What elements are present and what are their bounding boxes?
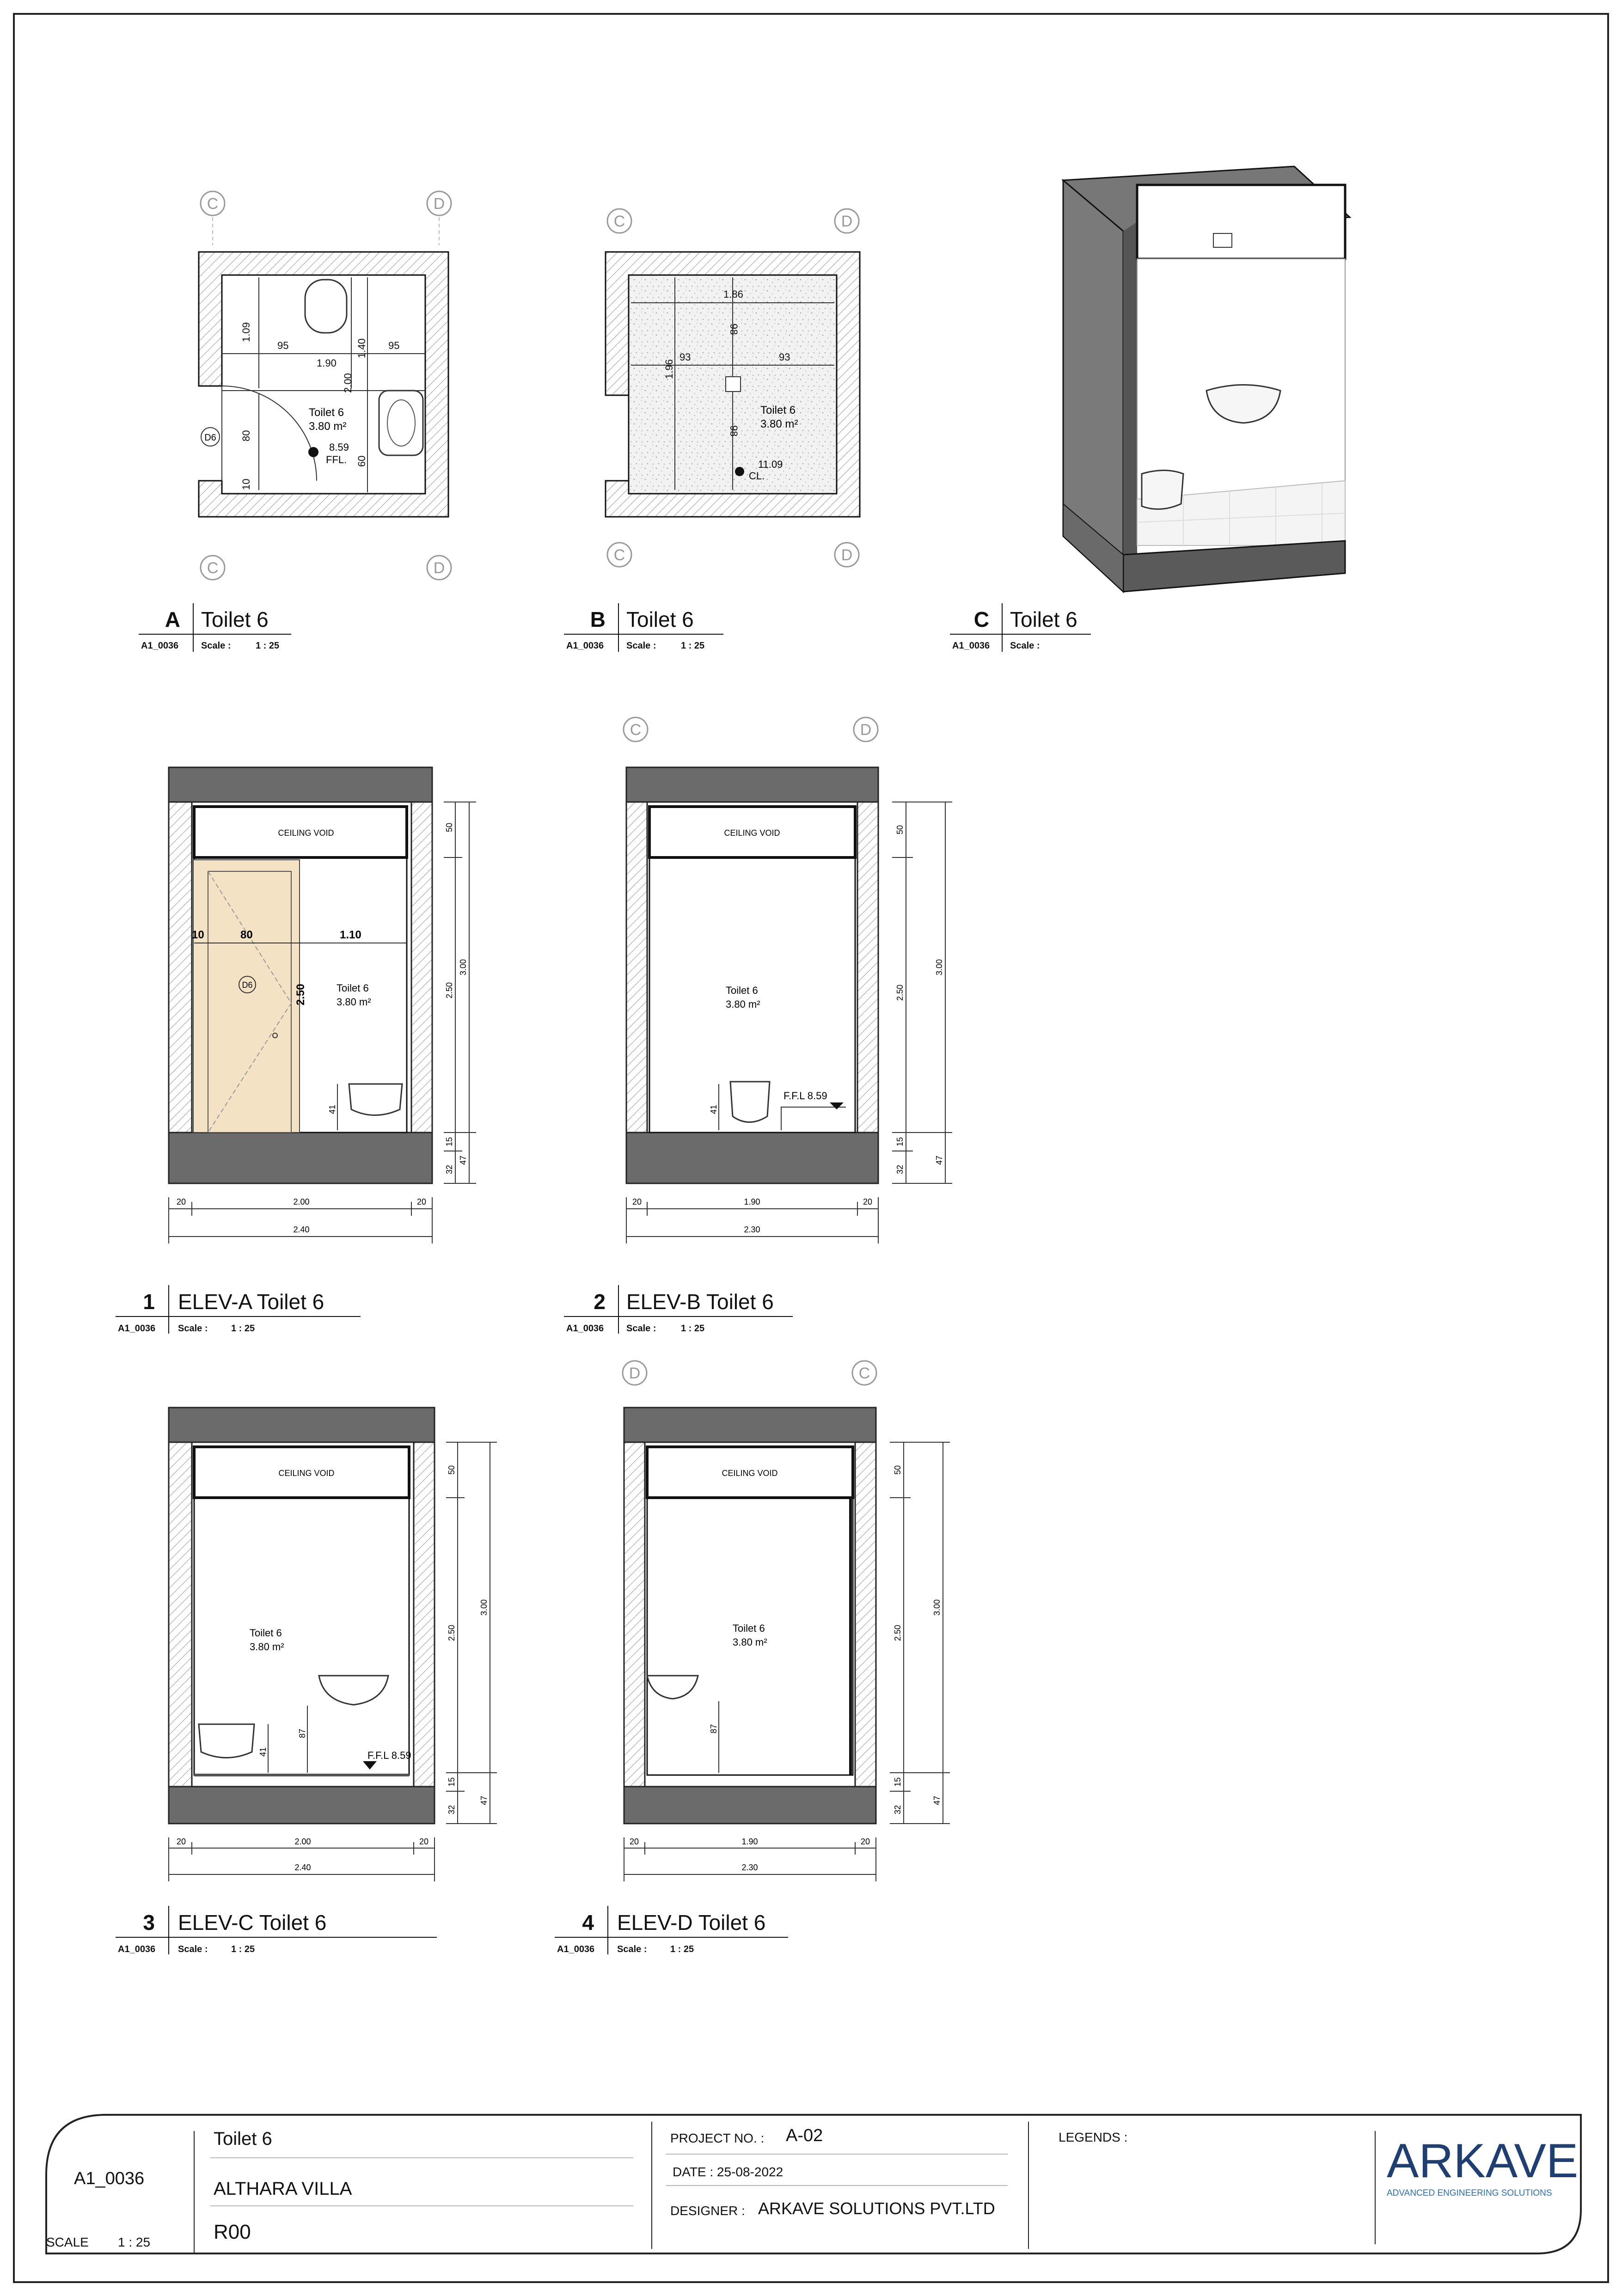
- grid-label: D: [433, 195, 445, 213]
- dim-label: 15: [447, 1777, 456, 1787]
- view-title: Toilet 6: [626, 607, 694, 631]
- dim-label: 93: [779, 351, 790, 363]
- level-value: 11.09: [758, 459, 783, 470]
- dim-label: 20: [632, 1197, 642, 1206]
- grid-label: D: [841, 213, 853, 230]
- sheet-ref: A1_0036: [118, 1944, 156, 1954]
- dim-label: 2.00: [293, 1197, 310, 1206]
- designer-label: DESIGNER :: [670, 2204, 745, 2218]
- ceiling-void-label: CEILING VOID: [722, 1469, 778, 1478]
- view-title-a: [139, 603, 291, 652]
- room-area: 3.80 m²: [760, 418, 798, 430]
- sheet-ref: A1_0036: [118, 1323, 156, 1334]
- dim-label: 20: [416, 1197, 427, 1206]
- grid-label: C: [630, 721, 642, 739]
- scale-label: Scale :: [626, 1323, 656, 1334]
- dim-label: 2.50: [447, 1624, 456, 1641]
- dim-label: 1.09: [240, 322, 252, 342]
- dim-label: 2.40: [293, 1225, 310, 1234]
- dim-label: 15: [895, 1137, 905, 1146]
- dim-label: 15: [445, 1137, 454, 1146]
- room-area: 3.80 m²: [733, 1636, 767, 1648]
- dim-label: 47: [459, 1155, 468, 1165]
- sheet-ref: A1_0036: [141, 641, 179, 651]
- wc-icon: [199, 1724, 254, 1758]
- dim-label: 47: [935, 1155, 944, 1165]
- dim-label: 80: [240, 929, 253, 941]
- room-name: Toilet 6: [733, 1623, 765, 1634]
- dim-label: 47: [479, 1795, 489, 1805]
- dim-label: 2.50: [895, 984, 905, 1001]
- washbasin-icon: [319, 1676, 388, 1705]
- designer: ARKAVE SOLUTIONS PVT.LTD: [758, 2199, 995, 2218]
- dim-label: 1.86: [723, 288, 743, 300]
- ceiling-fixture-icon: [726, 377, 741, 392]
- dim-label: 1.90: [741, 1837, 758, 1846]
- dim-label: 87: [709, 1724, 718, 1733]
- dim-label: 41: [258, 1747, 268, 1757]
- scale-label: Scale :: [178, 1944, 208, 1954]
- dim-label: 32: [893, 1805, 902, 1814]
- scale-label: Scale :: [201, 641, 231, 651]
- scale-value: 1 : 25: [681, 641, 705, 651]
- grid-label: C: [613, 546, 625, 564]
- grid-label: D: [860, 721, 872, 739]
- view-3d: [1063, 166, 1350, 592]
- dim-label: 50: [895, 825, 905, 834]
- dim-label: 41: [709, 1104, 718, 1114]
- level-label: FFL.: [326, 454, 347, 465]
- ceiling-void-label: CEILING VOID: [278, 828, 334, 838]
- grid-label: C: [858, 1365, 870, 1382]
- dim-label: 98: [728, 425, 740, 437]
- door-tag-label: D6: [242, 980, 253, 990]
- scale-label: Scale :: [617, 1944, 647, 1954]
- scale-label: Scale :: [626, 641, 656, 651]
- dim-label: 87: [298, 1728, 307, 1738]
- dim-label: 2.40: [294, 1863, 311, 1872]
- scale-label: Scale :: [1010, 641, 1040, 651]
- room-area: 3.80 m²: [726, 998, 760, 1010]
- grid-bubble-d: [854, 717, 878, 741]
- legends-label: LEGENDS :: [1059, 2130, 1128, 2144]
- dim-label: 2.50: [294, 984, 307, 1005]
- grid-label: D: [629, 1365, 641, 1382]
- dim-label: 32: [895, 1164, 905, 1174]
- ceiling-void-label: CEILING VOID: [278, 1469, 335, 1478]
- room-name: Toilet 6: [250, 1627, 282, 1639]
- sheet-ref: A1_0036: [566, 641, 604, 651]
- room-name: Toilet 6: [726, 985, 758, 996]
- elevation-1: [169, 767, 476, 1243]
- scale-value: 1 : 25: [231, 1944, 255, 1954]
- sheet-ref: A1_0036: [566, 1323, 604, 1334]
- view-title-c: [950, 603, 1091, 652]
- door-tag-label: D6: [204, 433, 216, 443]
- project-no-label: PROJECT NO. :: [670, 2131, 765, 2145]
- grid-label: D: [433, 559, 445, 577]
- grid-bubble-d-bottom: [835, 543, 859, 567]
- dim-label: 1.10: [340, 929, 361, 941]
- title-block: [46, 2115, 1581, 2253]
- plan-b: [606, 209, 860, 567]
- dim-label: 50: [447, 1465, 456, 1475]
- sheet-number: A1_0036: [74, 2169, 145, 2188]
- view-title-2: [564, 1285, 793, 1334]
- view-letter: 3: [143, 1910, 155, 1935]
- scale-label: SCALE: [46, 2235, 89, 2249]
- view-letter: 4: [582, 1910, 594, 1935]
- project-name: ALTHARA VILLA: [214, 2179, 352, 2199]
- view-title: ELEV-D Toilet 6: [617, 1910, 766, 1935]
- washbasin-icon: [647, 1676, 698, 1699]
- dim-label: 2.00: [342, 373, 354, 393]
- room-name: Toilet 6: [760, 404, 796, 416]
- dim-label: 20: [629, 1837, 639, 1846]
- view-title: ELEV-C Toilet 6: [178, 1910, 327, 1935]
- grid-bubble-c-bottom: [607, 543, 631, 567]
- room-area: 3.80 m²: [250, 1641, 284, 1653]
- scale-value: 1 : 25: [681, 1323, 705, 1334]
- ffl-label: F.F.L 8.59: [367, 1750, 411, 1761]
- view-title-4: [555, 1906, 788, 1954]
- dim-label: 2.50: [893, 1624, 902, 1641]
- view-title: ELEV-B Toilet 6: [626, 1290, 774, 1314]
- dim-label: 2.30: [741, 1863, 758, 1872]
- grid-label: C: [207, 195, 219, 213]
- grid-label: C: [613, 213, 625, 230]
- grid-bubble-c-bottom: [201, 556, 225, 580]
- dim-label: 50: [893, 1465, 902, 1475]
- grid-label: D: [841, 546, 853, 564]
- dim-label: 20: [419, 1837, 429, 1846]
- grid-bubble-c-top: [201, 191, 225, 245]
- wc-icon: [305, 280, 347, 333]
- dim-label: 3.00: [459, 959, 468, 975]
- dim-label: 15: [893, 1777, 902, 1787]
- dim-label: 1.90: [744, 1197, 760, 1206]
- wc-icon: [1142, 471, 1183, 509]
- level-label: CL.: [749, 470, 765, 482]
- scale-value: 1 : 25: [118, 2235, 151, 2249]
- dim-label: 95: [277, 340, 289, 351]
- door-swing: [222, 386, 317, 481]
- level-value: 8.59: [329, 441, 349, 453]
- logo-text: ARKAVE: [1387, 2134, 1579, 2188]
- grid-bubble-d-bottom: [427, 556, 451, 580]
- view-title-b: [564, 603, 723, 652]
- room-area: 3.80 m²: [337, 996, 371, 1008]
- ceiling-fixture-icon: [1213, 233, 1232, 247]
- dim-label: 47: [932, 1795, 942, 1805]
- logo-tagline: ADVANCED ENGINEERING SOLUTIONS: [1387, 2188, 1552, 2198]
- dim-label: 1.96: [663, 359, 675, 379]
- dim-label: 32: [445, 1164, 454, 1174]
- dim-label: 2.50: [445, 982, 454, 998]
- dim-label: 10: [192, 929, 204, 941]
- wc-icon: [730, 1082, 770, 1122]
- room-name: Toilet 6: [337, 982, 369, 994]
- view-letter: B: [590, 607, 606, 631]
- scale-value: 1 : 25: [231, 1323, 255, 1334]
- arkave-logo: [1387, 2134, 1578, 2198]
- dim-label: 20: [176, 1197, 186, 1206]
- view-title-1: [116, 1285, 361, 1334]
- dim-label: 41: [328, 1104, 337, 1114]
- view-letter: C: [973, 607, 989, 631]
- room-name: Toilet 6: [309, 406, 344, 419]
- dim-label: 1.40: [356, 338, 367, 358]
- dim-label: 3.00: [479, 1599, 489, 1616]
- grid-bubble-d-top: [427, 191, 451, 245]
- sheet-ref: A1_0036: [952, 641, 990, 651]
- view-title: Toilet 6: [1010, 607, 1077, 631]
- drawing-title: Toilet 6: [214, 2129, 272, 2149]
- elevation-3: [169, 1408, 497, 1881]
- dim-label: 32: [447, 1805, 456, 1814]
- view-letter: 1: [143, 1290, 155, 1314]
- grid-bubble-d: [623, 1361, 647, 1385]
- door: [193, 860, 300, 1133]
- dim-label: 20: [176, 1837, 186, 1846]
- ffl-marker: [781, 1090, 846, 1130]
- view-letter: A: [165, 607, 180, 631]
- view-letter: 2: [594, 1290, 606, 1314]
- grid-bubble-c: [852, 1361, 876, 1385]
- dim-label: 10: [240, 478, 252, 490]
- date: DATE : 25-08-2022: [673, 2165, 783, 2179]
- dim-label: 60: [356, 455, 367, 467]
- door-tag: [201, 428, 220, 446]
- dim-label: 3.00: [932, 1599, 942, 1616]
- grid-bubble-d-top: [835, 209, 859, 233]
- grid-bubble-c-top: [607, 209, 631, 233]
- wc-icon: [349, 1084, 402, 1115]
- view-title: Toilet 6: [201, 607, 269, 631]
- dim-label: 3.00: [935, 959, 944, 975]
- dim-label: 50: [445, 822, 454, 832]
- project-no: A-02: [786, 2126, 823, 2145]
- scale-label: Scale :: [178, 1323, 208, 1334]
- ceiling-void-label: CEILING VOID: [724, 828, 780, 838]
- dim-label: 93: [679, 351, 691, 363]
- dim-label: 20: [863, 1197, 873, 1206]
- scale-value: 1 : 25: [256, 641, 280, 651]
- dim-label: 20: [860, 1837, 870, 1846]
- scale-value: 1 : 25: [670, 1944, 694, 1954]
- ffl-label: F.F.L 8.59: [783, 1090, 827, 1102]
- elevation-2: [624, 717, 952, 1243]
- dim-label: 2.30: [744, 1225, 760, 1234]
- dim-label: 95: [388, 340, 400, 351]
- dim-label: 2.00: [294, 1837, 311, 1846]
- view-title: ELEV-A Toilet 6: [178, 1290, 324, 1314]
- room-area: 3.80 m²: [309, 420, 347, 433]
- revision: R00: [214, 2221, 251, 2243]
- grid-bubble-c: [624, 717, 648, 741]
- ffl-marker: [363, 1750, 411, 1769]
- grid-label: C: [207, 559, 219, 577]
- dim-label: 98: [728, 324, 740, 335]
- sheet-ref: A1_0036: [557, 1944, 595, 1954]
- plan-a: [199, 191, 451, 580]
- dim-label: 1.90: [317, 357, 337, 369]
- elevation-4: [623, 1361, 950, 1881]
- view-title-3: [116, 1906, 437, 1954]
- dim-label: 80: [240, 430, 252, 441]
